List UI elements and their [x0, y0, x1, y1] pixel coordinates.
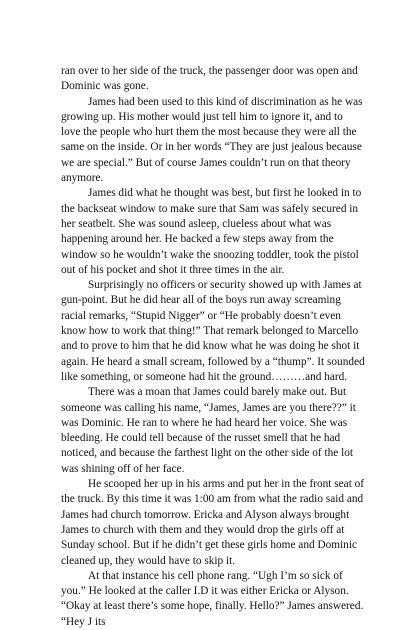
paragraph: There was a moan that James could barely make out. But someone was calling his name, “James, James are you there??” it was Dominic. He ran to where he had heard her voice. She was bleeding. He could tell because of the russet smell that he had noticed, and because the farthest light on the other side of the lot was shining off of her face. [61, 386, 356, 475]
paragraph: He scooped her up in his arms and put her in the front seat of the truck. By this time it was 1:00 am from what the radio said and James had church tomorrow. Ericka and Alyson always brought James to church with them and they would drop the girls off at Sunday school. But if he didn’t get these girls home and Dominic cleaned up, they would have to skip it. [61, 478, 365, 567]
paragraph: James had been used to this kind of discrimination as he was growing up. His mother would just tell him to ignore it, and to love the people who hurt them the most because they were all the same on the inside. Or in her words “They are just jealous because we are special.” But of course James couldn’t run on that theory anymore. [61, 95, 363, 185]
paragraph: Surprisingly no officers or security showed up with James at gun-point. But he did hear all of the boys run away screaming racial remarks, “Stupid Nigger” or “He probably doesn’t even know how to work that thing!” That remark belonged to Marcello and to prove to him that he did know what he was doing he shot it again. He heard a small scream, followed by a “thump”. It sounded like something, or someone had hit the ground………and hard. [61, 279, 365, 383]
paragraph: At that instance his cell phone rang. “Ugh I’m so sick of you.” He looked at the caller I.D it was either Ericka or Alyson. “Okay at least there’s some hope, finally. Hello?” James answered. “Hey J its [61, 569, 364, 628]
body-text [61, 64, 365, 630]
paragraph: ran over to her side of the truck, the passenger door was open and Dominic was gone. [61, 65, 358, 93]
paragraph: James did what he thought was best, but first he looked in to the backseat window to make sure that Sam was safely secured in her seatbelt. She was sound asleep, clueless about what was happening around her. He backed a few steps away from the window so he wouldn’t wake the snoozing toddler, took the pistol out of his pocket and shot it three times in the air. [61, 187, 362, 276]
